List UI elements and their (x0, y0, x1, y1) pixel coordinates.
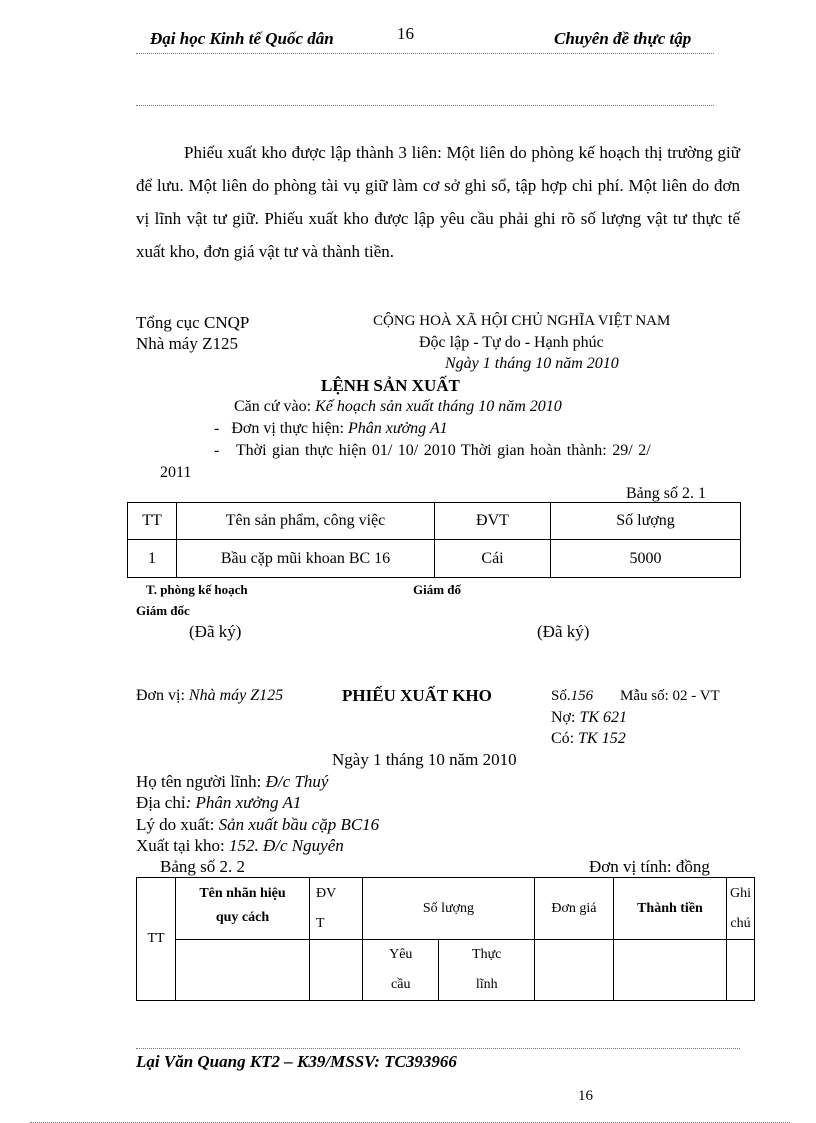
header-qty-requested-1: Yêu (389, 947, 413, 962)
header-product: Tên sản phẩm, công việc (177, 503, 435, 540)
sign-director-cut: Giám đố (413, 582, 462, 597)
voucher-table-caption: Bảng số 2. 2 (160, 857, 245, 876)
header-page-number: 16 (397, 24, 414, 43)
header-qty-actual (439, 940, 534, 1001)
national-title: CỘNG HOÀ XÃ HỘI CHỦ NGHĨA VIỆT NAM (373, 313, 671, 329)
org-line-1: Tổng cục CNQP (136, 313, 250, 332)
header-unit: ĐVT (435, 503, 551, 540)
voucher-title: PHIẾU XUẤT KHO (342, 686, 492, 705)
table-row (128, 540, 741, 578)
table-header-row (128, 503, 741, 540)
order-unit-label: Đơn vị thực hiện: (231, 420, 348, 437)
voucher-number (551, 688, 593, 705)
header-item-name-2: quy cách (215, 909, 270, 925)
voucher-unit (136, 687, 283, 705)
voucher-number-label: Số. (551, 688, 571, 704)
order-table-caption: Bảng số 2. 1 (626, 485, 706, 502)
voucher-address (136, 793, 301, 813)
header-note (726, 878, 754, 940)
voucher-credit-label: Có: (551, 730, 579, 747)
table-header-row (137, 878, 755, 940)
voucher-form-code: Mẫu số: 02 - VT (620, 688, 720, 704)
signed-left: (Đã ký) (189, 622, 242, 641)
voucher-reason (136, 815, 379, 835)
order-unit-value: Phân xưởng A1 (348, 420, 448, 437)
header-item-name-1: Tên nhãn hiệu (199, 885, 286, 901)
header-item-name (176, 878, 310, 940)
header-tt: TT (128, 503, 177, 540)
order-time (214, 442, 651, 460)
header-quantity: Số lượng (551, 503, 741, 540)
voucher-receiver-label: Họ tên người lĩnh: (136, 772, 266, 791)
voucher-address-label: Địa chỉ (136, 793, 186, 812)
sign-planning-head: T. phòng kế hoạch (146, 582, 248, 597)
header-rule (136, 53, 714, 54)
cell-empty (310, 940, 363, 1001)
order-unit (214, 420, 448, 438)
order-table (127, 502, 741, 578)
voucher-receiver-value: Đ/c Thuý (265, 772, 329, 791)
header-school: Đại học Kinh tế Quốc dân (150, 29, 334, 48)
header-unit (310, 878, 363, 940)
table-row (137, 940, 755, 1001)
order-basis-value: Kế hoạch sản xuất tháng 10 năm 2010 (315, 398, 562, 415)
order-date: Ngày 1 tháng 10 năm 2010 (445, 355, 619, 372)
header-unit-2: T (316, 915, 325, 931)
footer-author: Lại Văn Quang KT2 – K39/MSSV: TC393966 (136, 1052, 457, 1071)
cell-empty (176, 940, 310, 1001)
order-time-text: Thời gian thực hiện 01/ 10/ 2010 Thời gian hoàn thành: 29/ 2/ (235, 442, 651, 459)
signed-right: (Đã ký) (537, 622, 590, 641)
header-qty-actual-2: lĩnh (475, 977, 498, 992)
voucher-number-value: 156 (570, 688, 594, 704)
cell-tt: 1 (128, 540, 177, 578)
voucher-debit-value: TK 621 (579, 709, 628, 726)
header-note-2: chú (730, 915, 751, 931)
voucher-reason-label: Lý do xuất: (136, 815, 219, 834)
voucher-date: Ngày 1 tháng 10 năm 2010 (332, 750, 517, 769)
voucher-receiver (136, 772, 328, 792)
sign-director-wrap: Giám đốc (136, 603, 190, 618)
voucher-table (136, 877, 755, 1001)
header-rule-2 (136, 105, 714, 106)
voucher-unit-label: Đơn vị: (136, 687, 189, 704)
header-report-type: Chuyên đề thực tập (554, 29, 692, 48)
voucher-debit (551, 709, 627, 727)
order-basis (234, 398, 562, 416)
voucher-reason-value: Sản xuất bầu cặp BC16 (218, 815, 380, 834)
header-note-1: Ghi (729, 885, 751, 901)
cell-quantity: 5000 (551, 540, 741, 578)
cell-empty (613, 940, 726, 1001)
cell-empty (534, 940, 613, 1001)
footer-rule (136, 1048, 740, 1049)
header-quantity: Số lượng (363, 878, 535, 940)
voucher-warehouse-label: Xuất tại kho: (136, 836, 230, 855)
cell-empty (726, 940, 754, 1001)
intro-text: Phiếu xuất kho được lập thành 3 liên: Một liên do phòng kế hoạch thị trường giữ để lưu. Một liên do phòng tài vụ giữ làm cơ sở ghi sổ, tập hợp chi phí. Một liên do đơn vị lĩnh vật tư giữ. Phiếu xuất kho được lập yêu cầu phải ghi rõ số lượng vật tư thực tế xuất kho, đơn giá vật tư và thành tiền. (136, 143, 740, 261)
header-price: Đơn giá (534, 878, 613, 940)
order-title: LỆNH SẢN XUẤT (321, 376, 460, 395)
voucher-currency-note: Đơn vị tính: đồng (589, 857, 710, 876)
bullet: - (214, 420, 232, 437)
header-qty-actual-1: Thực (472, 947, 502, 962)
voucher-address-value: : Phân xưởng A1 (185, 793, 302, 812)
header-unit-1: ĐV (316, 885, 337, 901)
footer-page-number: 16 (578, 1088, 593, 1104)
voucher-credit-value: TK 152 (578, 730, 626, 747)
voucher-unit-value: Nhà máy Z125 (188, 687, 284, 704)
voucher-debit-label: Nợ: (551, 709, 580, 726)
cell-unit: Cái (435, 540, 551, 578)
national-motto: Độc lập - Tự do - Hạnh phúc (419, 334, 604, 351)
header-qty-requested (363, 940, 439, 1001)
org-line-2: Nhà máy Z125 (136, 334, 238, 353)
header-tt: TT (137, 878, 176, 1001)
voucher-credit (551, 730, 626, 748)
order-basis-label: Căn cứ vào: (234, 398, 316, 415)
voucher-warehouse-value: 152. Đ/c Nguyên (229, 836, 344, 855)
cell-product: Bầu cặp mũi khoan BC 16 (177, 540, 435, 578)
voucher-warehouse (136, 836, 344, 856)
order-time-year: 2011 (160, 464, 192, 481)
header-qty-requested-2: cầu (391, 977, 411, 992)
bullet: - (214, 442, 236, 459)
intro-paragraph (136, 136, 740, 268)
header-amount: Thành tiền (613, 878, 726, 940)
